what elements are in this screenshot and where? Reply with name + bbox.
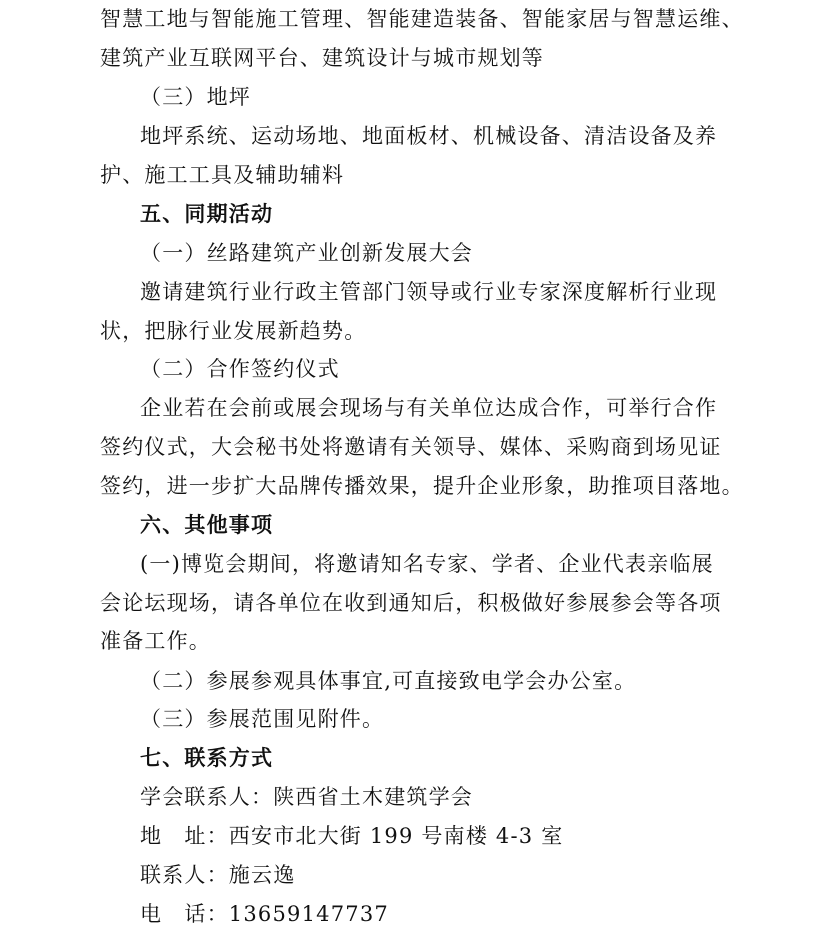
text-line-12: 签约仪式，大会秘书处将邀请有关领导、媒体、采购商到场见证 [100,435,722,459]
text-line-4: 地坪系统、运动场地、地面板材、机械设备、清洁设备及养 [140,124,718,148]
text-line-15: (一)博览会期间，将邀请知名专家、学者、企业代表亲临展 [140,552,714,576]
text-line-2: 建筑产业互联网平台、建筑设计与城市规划等 [100,46,544,70]
contact-organization: 学会联系人：陕西省土木建筑学会 [140,785,473,809]
section-heading-other-matters: 六、其他事项 [140,512,274,537]
subheading-signing: （二）合作签约仪式 [140,357,340,381]
text-line-9: 状，把脉行业发展新趋势。 [100,319,367,343]
section-heading-concurrent-activities: 五、同期活动 [140,201,274,226]
text-line-1: 智慧工地与智能施工管理、智能建造装备、智能家居与智慧运维、 [100,7,744,31]
subheading-floor: （三）地坪 [140,85,251,109]
section-heading-contact: 七、联系方式 [140,745,274,770]
contact-address: 地 址：西安市北大街 199 号南楼 4-3 室 [140,824,564,848]
subheading-conference: （一）丝路建筑产业创新发展大会 [140,241,473,265]
text-line-5: 护、施工工具及辅助辅料 [100,163,345,187]
text-line-18: （二）参展参观具体事宜,可直接致电学会办公室。 [140,669,637,693]
text-line-8: 邀请建筑行业行政主管部门领导或行业专家深度解析行业现 [140,280,718,304]
text-line-11: 企业若在会前或展会现场与有关单位达成合作，可举行合作 [140,396,718,420]
contact-person: 联系人：施云逸 [140,863,296,887]
text-line-19: （三）参展范围见附件。 [140,707,385,731]
text-line-16: 会论坛现场，请各单位在收到通知后，积极做好参展参会等各项 [100,591,722,615]
text-line-17: 准备工作。 [100,629,211,653]
text-line-13: 签约，进一步扩大品牌传播效果，提升企业形象，助推项目落地。 [100,474,744,498]
contact-phone: 电 话：13659147737 [140,902,389,926]
